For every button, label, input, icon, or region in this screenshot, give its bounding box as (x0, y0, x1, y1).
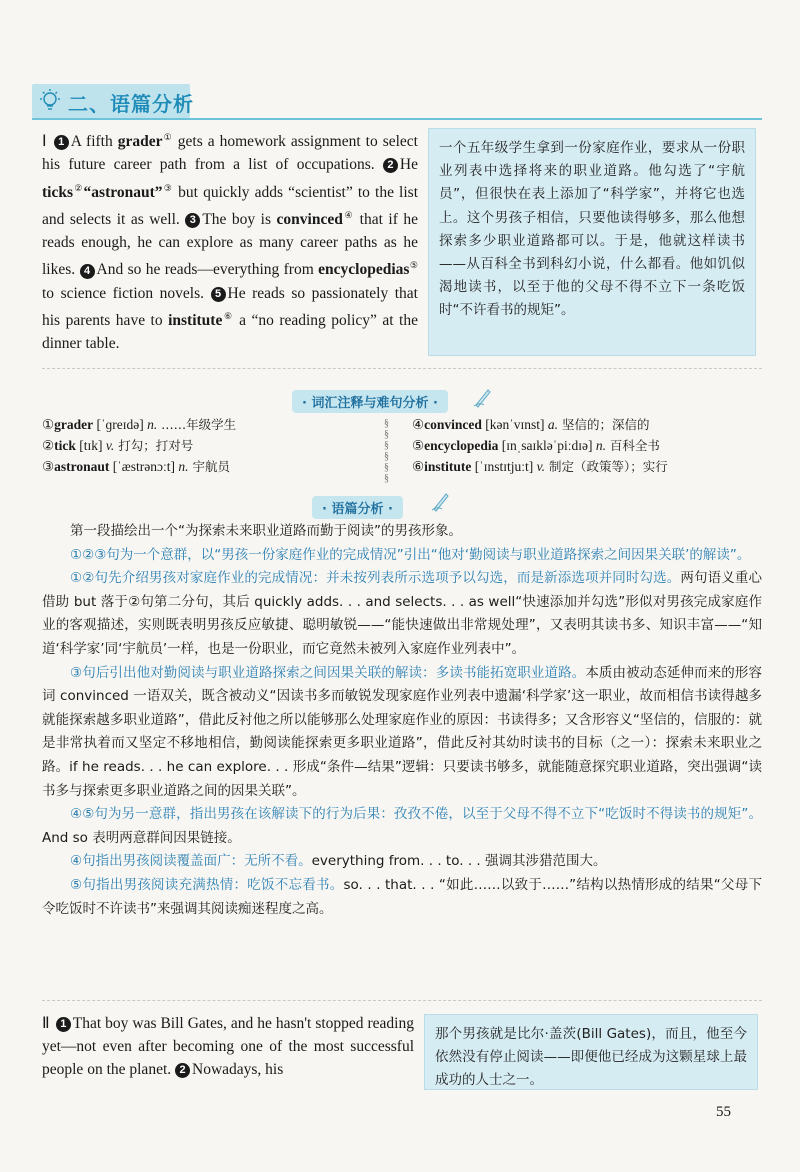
sentence-text: He (399, 156, 418, 174)
analysis-text: everything from. . . to. . . 强调其涉猎范围大。 (311, 853, 607, 870)
analysis-paragraph (42, 803, 762, 850)
analysis-paragraph (42, 874, 762, 921)
sentence-number: 1 (56, 1017, 71, 1032)
vocab-phonetic: [ˈɪnstɪtjuːt] (471, 459, 537, 474)
sentence-number: 2 (175, 1063, 190, 1078)
vocab-phonetic: [ɪnˌsaɪkləˈpiːdɪə] (498, 438, 596, 453)
sentence-number: 3 (185, 213, 200, 228)
vocab-meaning: 坚信的；深信的 (557, 417, 650, 432)
vocab-meaning: 宇航员 (188, 459, 230, 474)
analysis-highlight: ④句指出男孩阅读覆盖面广：无所不看。 (70, 853, 312, 870)
vocab-word: convinced (276, 211, 343, 229)
analysis-paragraph (42, 567, 762, 661)
vocab-pos: a. (547, 417, 558, 432)
footnote-mark: ② (73, 182, 84, 193)
divider (42, 1000, 762, 1002)
vocab-number: ③ (42, 459, 55, 474)
vocab-meaning: 百科全书 (605, 438, 660, 453)
vocab-meaning: 打勾；打对号 (114, 438, 194, 453)
vocab-number: ⑤ (412, 438, 425, 453)
analysis-paragraph: 第一段描绘出一个“为探索未来职业道路而勤于阅读”的男孩形象。 (70, 523, 462, 539)
analysis-text: 两句语义重心借助 but 落于②句第二分句，其后 quickly adds. . . and selects. . . as well“快速添加并勾选”形似对男孩完成家庭作业的客观描述，实则既表明男孩反应敏捷、聪明敏锐——“能快速做出非常规处理”，又表明其读书多、知识丰富——“知道‘科学家’同‘宇航员’一样，也是一份职业，而它竟然未被列入家庭作业列表中”。 (42, 570, 762, 657)
analysis-heading: · 语篇分析 · (312, 496, 403, 519)
sentence-number: 4 (80, 264, 95, 279)
section-title: 二、语篇分析 (68, 94, 194, 116)
vocab-number: ① (42, 417, 55, 432)
analysis-highlight: ③句后引出他对勤阅读与职业道路探索之间因果关联的解读：多读书能拓宽职业道路。 (70, 664, 586, 681)
analysis-paragraph (42, 662, 762, 804)
analysis-text: so. . . that. . . “如此……以致于……”结构以热情形成的结果“父母下令吃饭时不许读书”来强调其阅读痴迷程度之高。 (42, 876, 763, 917)
analysis-paragraph (42, 850, 762, 874)
vocab-list-right (412, 414, 772, 477)
vocab-item (42, 435, 382, 456)
vocab-item (412, 456, 772, 477)
divider (42, 368, 762, 370)
analysis-highlight: ①②句先介绍男孩对家庭作业的完成情况：并未按列表所示选项予以勾选，而是新添选项并同时勾选。 (70, 570, 681, 587)
vocab-list-left (42, 414, 382, 477)
sentence-text: A fifth (70, 133, 118, 151)
analysis-text: 本质由被动态延伸而来的形容词 convinced 一语双关，既含被动义“因读书多而敏锐发现家庭作业列表中遗漏‘科学家’这一职业，故而相信书读得越多就能探索越多职业道路”，借此反衬他之所以能够那么处理家庭作业的原因：书读得多；又含形容义“坚信的，信服的：就是非常执着而又坚定不移地相信，勤阅读能探索更多职业道路”，借此反衬其幼时读书的目标（之一）：探索未来职业之路。if he reads. . . he can explore. . . 形成“条件—结果”逻辑：只要读书够多，就能随意探究职业道路，突出强调“读书多与探索更多职业道路之间的因果关联”。 (42, 664, 763, 799)
vocab-item (42, 414, 382, 435)
vocab-word: encyclopedia (424, 438, 499, 453)
vocab-item (412, 435, 772, 456)
sentence-text: That boy was Bill Gates, and he hasn't stopped reading yet—not even after becoming one of the most successful people on the planet. (42, 1015, 414, 1079)
sentence-text: And so he reads—everything from (96, 261, 319, 279)
vocab-meaning: 制定（政策等）；实行 (544, 459, 668, 474)
page-number: 55 (716, 1104, 731, 1120)
vocab-item (412, 414, 772, 435)
vocab-word: institute (168, 312, 223, 330)
translation-box-2: 那个男孩就是比尔·盖茨(Bill Gates)，而且，他至今依然没有停止阅读——即便他已经成为这颗星球上最成功的人士之一。 (424, 1014, 758, 1090)
paragraph-2-english (42, 1012, 414, 1082)
vocab-number: ② (42, 438, 55, 453)
header-rule (32, 118, 762, 120)
roman-numeral: Ⅰ (42, 133, 48, 151)
vocab-word: tick (54, 438, 76, 453)
footnote-mark: ① (162, 132, 173, 142)
lightbulb-icon (38, 88, 62, 114)
sentence-number: 2 (383, 158, 398, 173)
sentence-text: The boy is (202, 211, 277, 229)
vocab-word: institute (424, 459, 472, 474)
vocab-phonetic: [tɪk] (75, 438, 106, 453)
sentence-text: a “no reading policy” at the dinner table. (42, 312, 418, 353)
analysis-highlight: ⑤句指出男孩阅读充满热情：吃饭不忘看书。 (70, 876, 344, 893)
vocab-pos: v. (105, 438, 115, 453)
analysis-highlight: ④⑤句为另一意群，指出男孩在该解读下的行为后果：孜孜不倦，以至于父母不得不立下“吃饭时不得读书的规矩”。 (70, 806, 762, 823)
column-separator: § § § § § § (384, 418, 389, 484)
vocab-pos: n. (178, 459, 189, 474)
vocab-word: ticks (42, 183, 73, 201)
translation-box-1: 一个五年级学生拿到一份家庭作业，要求从一份职业列表中选择将来的职业道路。他勾选了“宇航员”，但很快在表上添加了“科学家”，并将它也选上。这个男孩子相信，只要他读得够多，那么他想探索多少职业道路都可以。于是，他就这样读书——从百科全书到科幻小说，什么都看。他如饥似渴地读书，以至于他的父母不得不立下一条吃饭时“不许看书的规矩”。 (428, 128, 756, 356)
vocab-number: ⑥ (412, 459, 425, 474)
vocab-meaning: ……年级学生 (157, 417, 237, 432)
footnote-mark: ⑥ (222, 311, 234, 322)
vocab-pos: n. (147, 417, 158, 432)
pen-icon (472, 386, 494, 408)
roman-numeral: Ⅱ (42, 1015, 50, 1032)
vocab-pos: n. (595, 438, 606, 453)
sentence-text: Nowadays, his (192, 1061, 284, 1079)
footnote-mark: ⑤ (409, 260, 418, 271)
vocab-word: convinced (424, 417, 482, 432)
sentence-text: gets a homework assignment to select his future career path from a list of occupations. (42, 133, 418, 174)
vocab-word: grader (117, 133, 163, 151)
vocab-phonetic: [ˈæstrənɔːt] (109, 459, 179, 474)
vocab-item (42, 456, 382, 477)
vocab-phonetic: [kənˈvɪnst] (481, 417, 548, 432)
sentence-number: 1 (54, 135, 69, 150)
pen-icon (430, 490, 452, 512)
analysis-paragraph: ①②③句为一个意群，以“男孩一份家庭作业的完成情况”引出“他对‘勤阅读与职业道路探索之间因果关联’的解读”。 (70, 546, 751, 563)
paragraph-1-english (42, 126, 418, 356)
footnote-mark: ④ (342, 209, 355, 220)
vocab-word: “astronaut” (83, 183, 163, 201)
sentence-text: to science fiction novels. (42, 284, 211, 302)
sentence-text: He reads so passionately that his parents have to (42, 284, 418, 330)
vocab-pos: v. (536, 459, 545, 474)
analysis-block (42, 520, 762, 921)
vocab-word: astronaut (54, 459, 110, 474)
vocab-heading: · 词汇注释与难句分析 · (292, 390, 448, 413)
sentence-number: 5 (211, 287, 226, 302)
vocab-phonetic: [ˈɡreɪdə] (93, 417, 148, 432)
sentence-text: but quickly adds “scientist” to the list and selects it as well. (42, 183, 419, 229)
vocab-word: grader (54, 417, 94, 432)
footnote-mark: ③ (162, 182, 174, 193)
vocab-word: encyclopedias (318, 261, 410, 279)
analysis-text: And so 表明两意群间因果链接。 (42, 829, 241, 846)
vocab-number: ④ (412, 417, 425, 432)
sentence-text: that if he reads enough, he can explore as many career paths as he likes. (42, 211, 419, 279)
